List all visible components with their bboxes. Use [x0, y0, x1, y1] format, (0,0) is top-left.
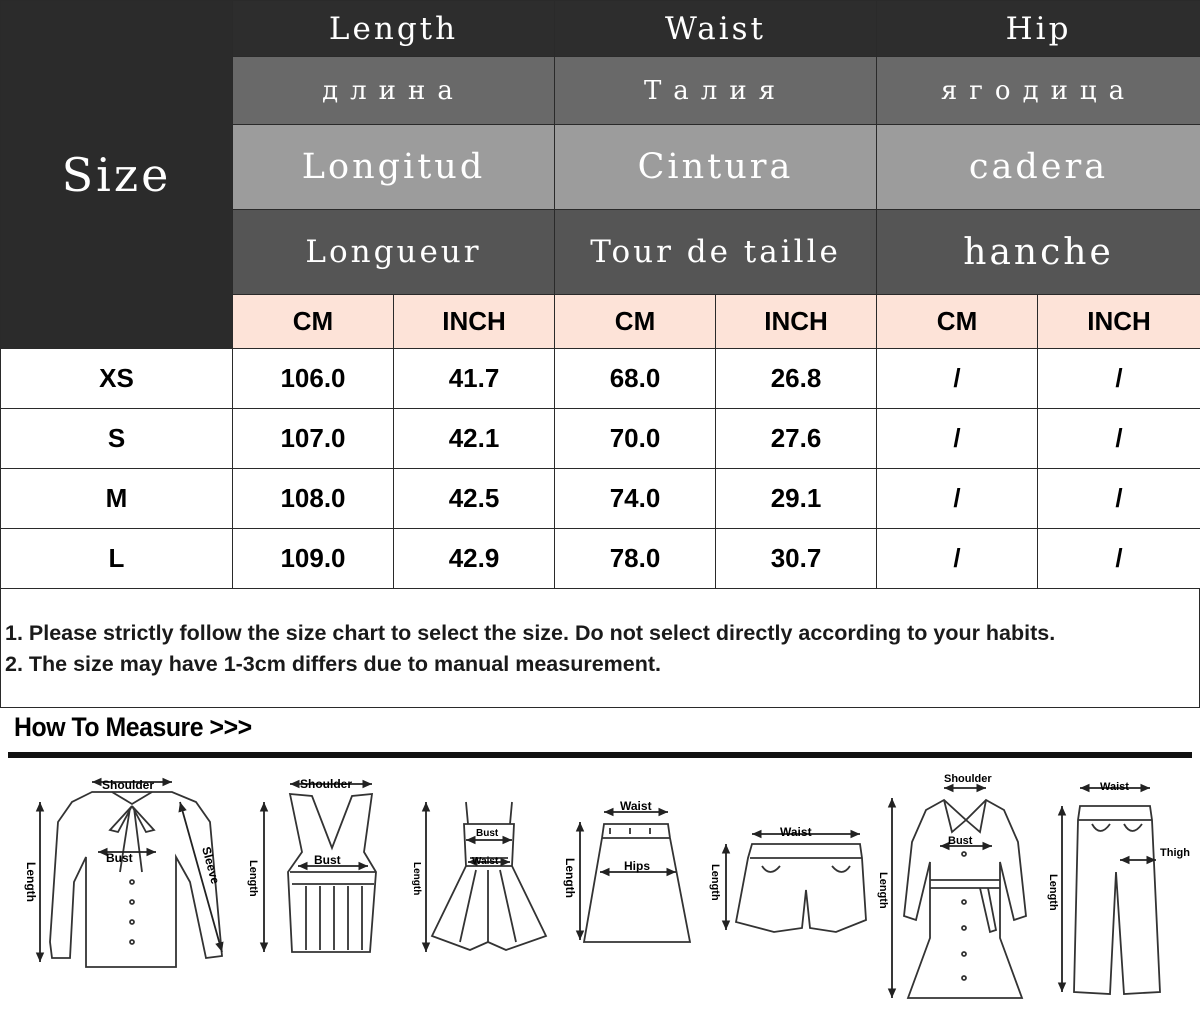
blouse-icon: [40, 782, 222, 967]
value-cell: 41.7: [394, 349, 555, 409]
waist-header: Waist: [555, 1, 877, 57]
value-cell: 42.5: [394, 469, 555, 529]
trench-coat-icon: [892, 788, 1026, 998]
size-cell: S: [1, 409, 233, 469]
bust-label: Bust: [476, 828, 499, 839]
bust-label: Bust: [948, 835, 973, 847]
value-cell: /: [877, 529, 1038, 589]
note-follow-chart: 1. Please strictly follow the size chart to select the size. Do not select directly according to your habits.: [5, 621, 1056, 645]
note-manual-measurement: 2. The size may have 1-3cm differs due to manual measurement.: [5, 652, 661, 676]
length-label: Length: [24, 862, 38, 902]
value-cell: 107.0: [233, 409, 394, 469]
value-cell: 30.7: [716, 529, 877, 589]
value-cell: 78.0: [555, 529, 716, 589]
hips-label: Hips: [624, 859, 651, 873]
length-header-french: Longueur: [233, 210, 555, 295]
value-cell: /: [1038, 409, 1200, 469]
size-cell: XS: [1, 349, 233, 409]
length-label: Length: [877, 872, 889, 909]
table-row: [1, 469, 1200, 529]
length-label: Length: [1047, 874, 1059, 911]
section-divider: [8, 752, 1192, 758]
shoulder-label: Shoulder: [300, 777, 353, 791]
size-cell: L: [1, 529, 233, 589]
unit-cell: INCH: [716, 295, 877, 349]
value-cell: 108.0: [233, 469, 394, 529]
hip-header-russian: ягодица: [877, 57, 1200, 125]
size-notes: [0, 588, 1200, 708]
length-label: Length: [563, 858, 577, 898]
value-cell: /: [1038, 349, 1200, 409]
length-header-spanish: Longitud: [233, 125, 555, 210]
value-cell: 26.8: [716, 349, 877, 409]
thigh-label: Thigh: [1160, 847, 1190, 859]
unit-cell: CM: [877, 295, 1038, 349]
waist-header-russian: Талия: [555, 57, 877, 125]
skirt-icon: [580, 812, 690, 942]
slip-dress-icon: [426, 802, 546, 952]
hip-header-spanish: cadera: [877, 125, 1200, 210]
table-row: [1, 529, 1200, 589]
unit-cell: INCH: [1038, 295, 1200, 349]
shorts-icon: [726, 834, 866, 932]
size-cell: M: [1, 469, 233, 529]
hip-header-french: hanche: [877, 210, 1200, 295]
value-cell: 27.6: [716, 409, 877, 469]
waist-header-spanish: Cintura: [555, 125, 877, 210]
hip-header: Hip: [877, 1, 1200, 57]
value-cell: 42.1: [394, 409, 555, 469]
how-to-measure-title: How To Measure >>>: [14, 712, 252, 742]
length-header: Length: [233, 1, 555, 57]
waist-label: Waist: [1100, 781, 1129, 793]
value-cell: 109.0: [233, 529, 394, 589]
garment-illustrations: [0, 762, 1200, 1020]
value-cell: /: [1038, 529, 1200, 589]
shoulder-label: Shoulder: [102, 778, 155, 792]
value-cell: 74.0: [555, 469, 716, 529]
tank-top-icon: [264, 784, 376, 952]
value-cell: /: [877, 409, 1038, 469]
bust-label: Bust: [106, 851, 133, 865]
length-label: Length: [411, 862, 422, 896]
waist-header-french: Tour de taille: [555, 210, 877, 295]
shoulder-label: Shoulder: [944, 773, 992, 785]
value-cell: 70.0: [555, 409, 716, 469]
length-header-russian: длина: [233, 57, 555, 125]
length-label: Length: [247, 860, 259, 897]
sleeve-label: Sleeve: [199, 845, 223, 886]
table-row: [1, 409, 1200, 469]
value-cell: /: [1038, 469, 1200, 529]
measure-diagram-svg: [0, 762, 1200, 1020]
value-cell: /: [877, 349, 1038, 409]
header-row-english: [1, 1, 1200, 57]
waist-label: Waist: [780, 825, 812, 839]
waist-label: Waist: [472, 856, 499, 867]
bust-label: Bust: [314, 853, 341, 867]
size-header: Size: [1, 1, 233, 349]
trousers-icon: [1062, 788, 1160, 994]
length-label: Length: [709, 864, 721, 901]
value-cell: 106.0: [233, 349, 394, 409]
table-row: [1, 349, 1200, 409]
value-cell: 29.1: [716, 469, 877, 529]
waist-label: Waist: [620, 799, 652, 813]
unit-cell: CM: [233, 295, 394, 349]
unit-cell: CM: [555, 295, 716, 349]
value-cell: 42.9: [394, 529, 555, 589]
value-cell: 68.0: [555, 349, 716, 409]
value-cell: /: [877, 469, 1038, 529]
unit-cell: INCH: [394, 295, 555, 349]
